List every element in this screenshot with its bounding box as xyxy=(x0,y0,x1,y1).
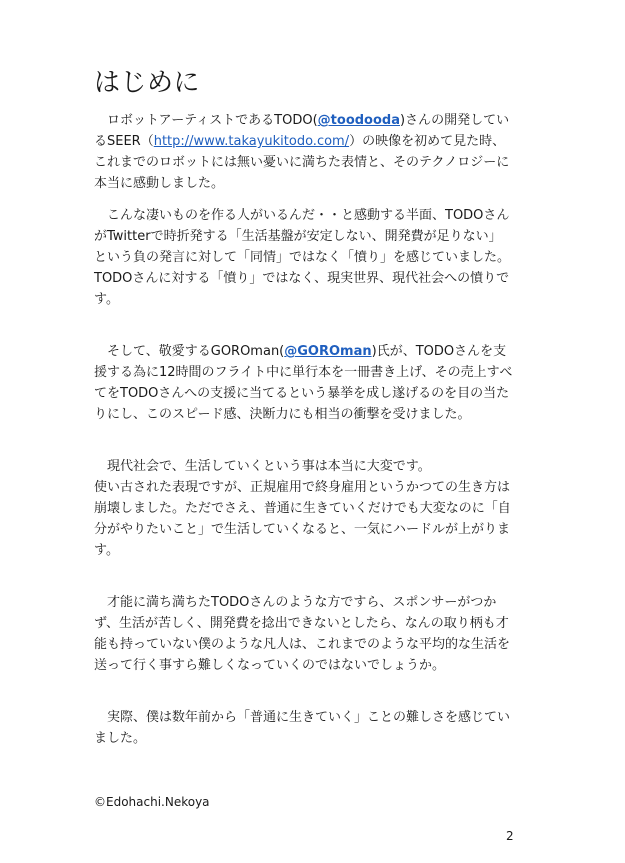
paragraph-2: こんな凄いものを作る人がいるんだ・・と感動する半面、TODOさんがTwitterで時折発する「生活基盤が安定しない、開発費が足りない」という負の発言に対して「同情」ではなく「憤り」を感じていました。TODOさんに対する「憤り」ではなく、現実世界、現代社会への憤りです。 xyxy=(94,208,511,307)
paragraph-3-text-b: )氏が、TODOさんを支援する為に12時間のフライト中に単行本を一冊書き上げ、その売上すべてをTODOさんへの支援に当てるという暴挙を成し遂げるのを目の当たりにし、このスピード感、決断力にも相当の衝撃を受けました。 xyxy=(94,344,513,422)
paragraph-4-line-2: 使い古された表現ですが、正規雇用で終身雇用というかつての生き方は崩壊しました。ただでさえ、普通に生きていくだけでも大変なのに「自分がやりたいこと」で生活していくなると、一気にハードルが上がります。 xyxy=(94,480,511,558)
copyright-footer: ©Edohachi.Nekoya xyxy=(94,795,210,809)
paragraph-6: 実際、僕は数年前から「普通に生きていく」ことの難しさを感じていました。 xyxy=(94,710,511,746)
twitter-handle-link-toodooda[interactable]: @toodooda xyxy=(317,113,400,128)
paragraph-3 xyxy=(94,341,514,425)
paragraph-1-text-b: )さんの開発しているSEER（ xyxy=(94,113,510,149)
paragraph-1-text-c: ）の映像を初めて見た時、これまでのロボットには無い憂いに満ちた表情と、そのテクノロジーに本当に感動しました。 xyxy=(94,134,510,191)
body-text xyxy=(94,110,514,749)
paragraph-3-text-a: そして、敬愛するGOROman( xyxy=(107,344,285,359)
website-link-takayukitodo[interactable]: http://www.takayukitodo.com/ xyxy=(153,134,350,149)
paragraph-1-text-a: ロボットアーティストであるTODO( xyxy=(107,113,318,128)
page-number: 2 xyxy=(506,829,514,843)
paragraph-5: 才能に満ち満ちたTODOさんのような方ですら、スポンサーがつかず、生活が苦しく、開発費を捻出できないとしたら、なんの取り柄も才能も持っていない僕のような凡人は、これまでのような平均的な生活を送って行く事すら難しくなっていくのではないでしょうか。 xyxy=(94,595,511,673)
paragraph-4-line-1: 現代社会で、生活していくという事は本当に大変です。 xyxy=(107,459,431,474)
page-title: はじめに xyxy=(94,68,201,98)
twitter-handle-link-goroman[interactable]: @GOROman xyxy=(284,344,372,359)
paragraph-1 xyxy=(94,110,514,194)
paragraph-4 xyxy=(94,456,514,561)
